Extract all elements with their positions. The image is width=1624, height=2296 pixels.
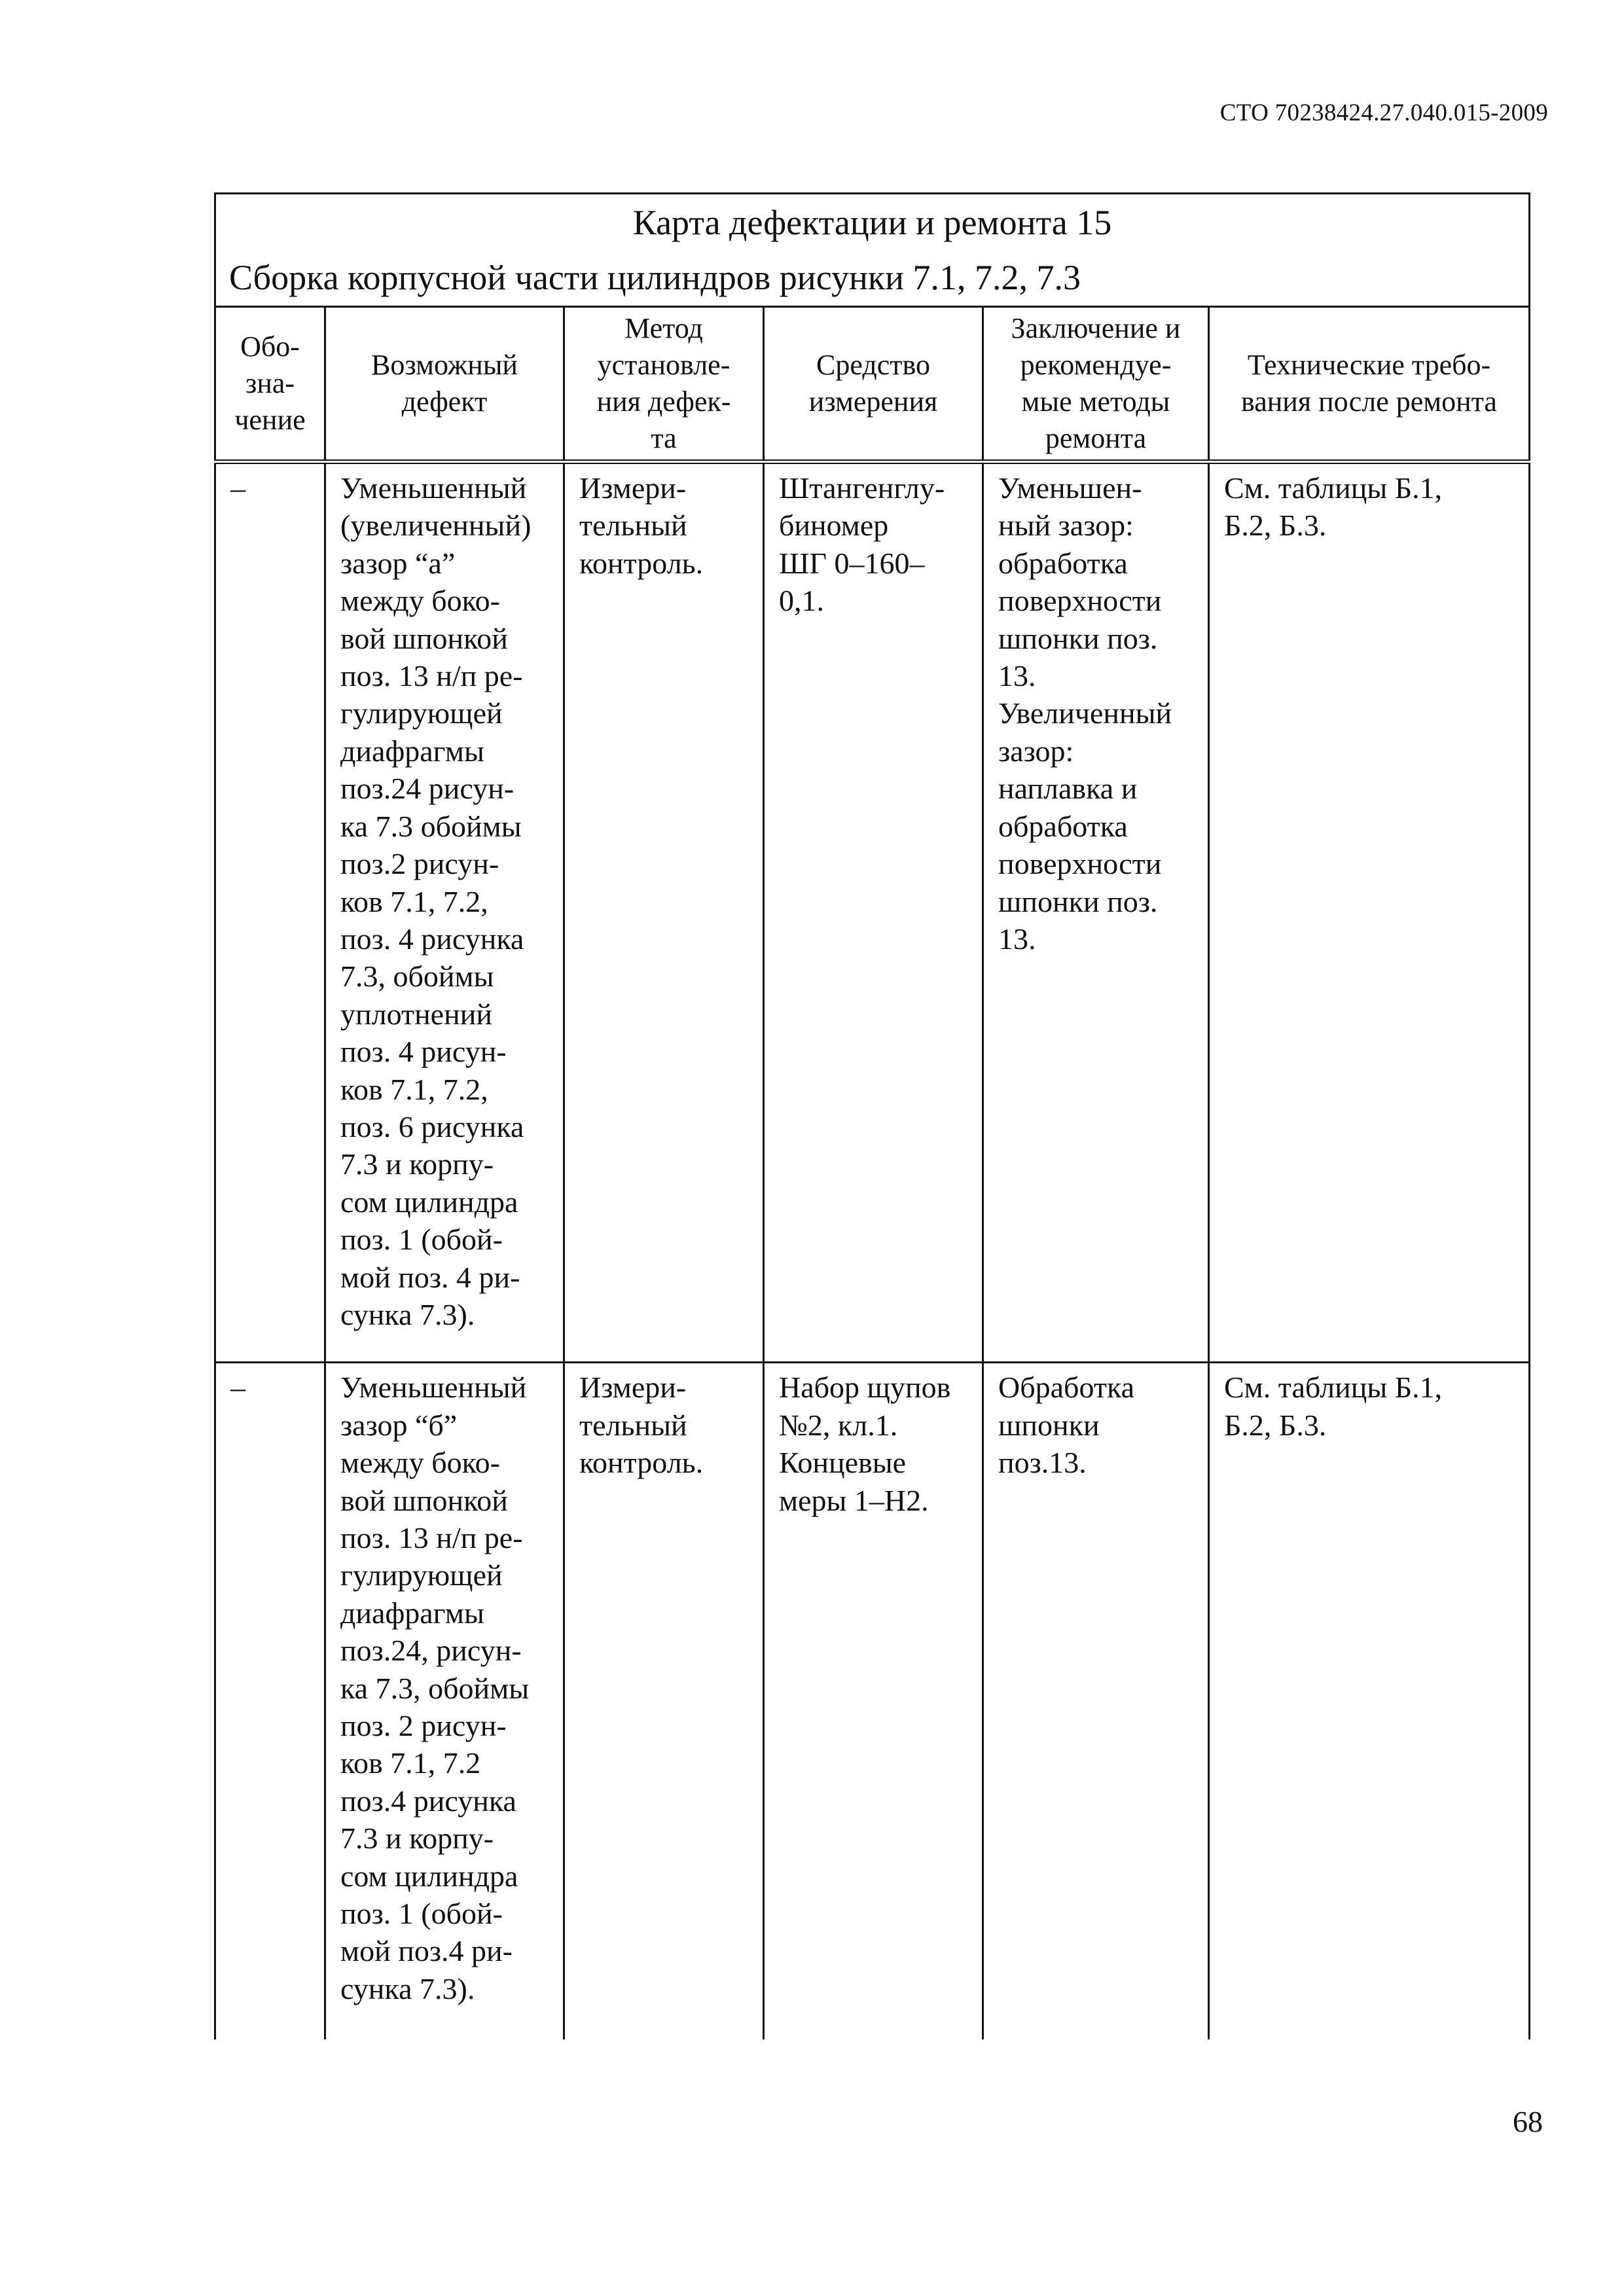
table-header-row [215,307,1530,462]
cell-designation: – [215,462,325,1363]
cell-defect: Уменьшенный (увеличенный) зазор “а” между боко- вой шпонкой поз. 13 н/п ре- гулирующей диафрагмы поз.24 рисун- ка 7.3 обоймы поз.2 рисун- ков 7.1, 7.2, поз. 4 рисунка 7.3, обоймы уплотнений поз. 4 рисун- ков 7.1, 7.2, поз. 6 рисунка 7.3 и корпу- сом цилиндра поз. 1 (обой- мой поз. 4 ри- сунка 7.3). [325,462,564,1363]
cell-conclusion: Обработка шпонки поз.13. [983,1363,1209,2039]
cell-requirements: См. таблицы Б.1, Б.2, Б.3. [1209,1363,1530,2039]
cell-requirements: См. таблицы Б.1, Б.2, Б.3. [1209,462,1530,1363]
cell-tool: Набор щупов №2, кл.1. Концевые меры 1–Н2. [764,1363,983,2039]
table-row [215,462,1530,1363]
cell-tool: Штангенглу- биномер ШГ 0–160– 0,1. [764,462,983,1363]
defect-repair-card-table [214,192,1530,2039]
column-header-requirements: Технические требо- вания после ремонта [1209,307,1530,462]
column-header-method: Метод установле- ния дефек- та [564,307,764,462]
table-row [215,1363,1530,2039]
page-number: 68 [1513,2105,1543,2138]
column-header-tool: Средство измерения [764,307,983,462]
column-header-designation: Обо- зна- чение [215,307,325,462]
card-title: Карта дефектации и ремонта 15 [632,203,1112,242]
column-header-defect: Возможный дефект [325,307,564,462]
cell-conclusion: Уменьшен- ный зазор: обработка поверхности шпонки поз. 13. Увеличенный зазор: наплавка и обработка поверхности шпонки поз. 13. [983,462,1209,1363]
cell-defect: Уменьшенный зазор “б” между боко- вой шпонкой поз. 13 н/п ре- гулирующей диафрагмы поз.24, рисун- ка 7.3, обоймы поз. 2 рисун- ков 7.1, 7.2 поз.4 рисунка 7.3 и корпу- сом цилиндра поз. 1 (обой- мой поз.4 ри- сунка 7.3). [325,1363,564,2039]
column-header-conclusion: Заключение и рекомендуе- мые методы ремонта [983,307,1209,462]
cell-designation: – [215,1363,325,2039]
card-subtitle: Сборка корпусной части цилиндров рисунки 7.1, 7.2, 7.3 [229,258,1081,297]
cell-method: Измери- тельный контроль. [564,1363,764,2039]
card-title-cell [215,194,1530,307]
cell-method: Измери- тельный контроль. [564,462,764,1363]
document-code: СТО 70238424.27.040.015-2009 [1219,99,1548,126]
